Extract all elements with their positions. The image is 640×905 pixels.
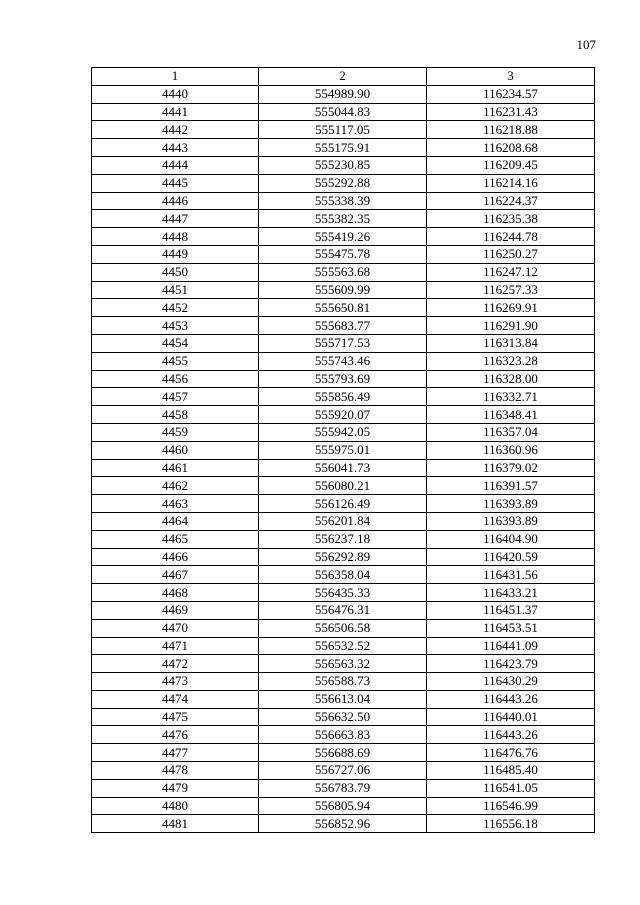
point-number-cell: 4449 bbox=[92, 245, 259, 263]
point-number-cell: 4447 bbox=[92, 210, 259, 228]
x-coordinate-cell: 556663.83 bbox=[259, 726, 427, 744]
x-coordinate-cell: 555292.88 bbox=[259, 174, 427, 192]
table-row bbox=[92, 459, 595, 477]
point-number-cell: 4448 bbox=[92, 228, 259, 246]
point-number-cell: 4463 bbox=[92, 495, 259, 513]
table-row bbox=[92, 673, 595, 691]
point-number-cell: 4475 bbox=[92, 708, 259, 726]
table-row bbox=[92, 103, 595, 121]
x-coordinate-cell: 555117.05 bbox=[259, 121, 427, 139]
y-coordinate-cell: 116431.56 bbox=[427, 566, 595, 584]
point-number-cell: 4458 bbox=[92, 406, 259, 424]
y-coordinate-cell: 116393.89 bbox=[427, 495, 595, 513]
table-row bbox=[92, 708, 595, 726]
x-coordinate-cell: 555650.81 bbox=[259, 299, 427, 317]
x-coordinate-cell: 555920.07 bbox=[259, 406, 427, 424]
y-coordinate-cell: 116234.57 bbox=[427, 85, 595, 103]
table-row bbox=[92, 210, 595, 228]
point-number-cell: 4444 bbox=[92, 156, 259, 174]
x-coordinate-cell: 556358.04 bbox=[259, 566, 427, 584]
x-coordinate-cell: 556041.73 bbox=[259, 459, 427, 477]
point-number-cell: 4464 bbox=[92, 512, 259, 530]
table-row bbox=[92, 423, 595, 441]
y-coordinate-cell: 116250.27 bbox=[427, 245, 595, 263]
page-number: 107 bbox=[576, 37, 596, 52]
y-coordinate-cell: 116443.26 bbox=[427, 690, 595, 708]
table-row bbox=[92, 815, 595, 833]
table-row bbox=[92, 121, 595, 139]
table-row bbox=[92, 601, 595, 619]
point-number-cell: 4452 bbox=[92, 299, 259, 317]
y-coordinate-cell: 116231.43 bbox=[427, 103, 595, 121]
point-number-cell: 4467 bbox=[92, 566, 259, 584]
x-coordinate-cell: 556532.52 bbox=[259, 637, 427, 655]
x-coordinate-cell: 555856.49 bbox=[259, 388, 427, 406]
y-coordinate-cell: 116208.68 bbox=[427, 139, 595, 157]
x-coordinate-cell: 556435.33 bbox=[259, 584, 427, 602]
x-coordinate-cell: 556237.18 bbox=[259, 530, 427, 548]
x-coordinate-cell: 555683.77 bbox=[259, 317, 427, 335]
table-row bbox=[92, 406, 595, 424]
point-number-cell: 4451 bbox=[92, 281, 259, 299]
column-header: 1 bbox=[92, 68, 259, 86]
point-number-cell: 4469 bbox=[92, 601, 259, 619]
table-row bbox=[92, 299, 595, 317]
x-coordinate-cell: 556563.32 bbox=[259, 655, 427, 673]
y-coordinate-cell: 116313.84 bbox=[427, 334, 595, 352]
x-coordinate-cell: 556727.06 bbox=[259, 762, 427, 780]
point-number-cell: 4441 bbox=[92, 103, 259, 121]
x-coordinate-cell: 556126.49 bbox=[259, 495, 427, 513]
point-number-cell: 4470 bbox=[92, 619, 259, 637]
table-row bbox=[92, 317, 595, 335]
point-number-cell: 4471 bbox=[92, 637, 259, 655]
y-coordinate-cell: 116244.78 bbox=[427, 228, 595, 246]
y-coordinate-cell: 116404.90 bbox=[427, 530, 595, 548]
point-number-cell: 4453 bbox=[92, 317, 259, 335]
x-coordinate-cell: 555175.91 bbox=[259, 139, 427, 157]
y-coordinate-cell: 116391.57 bbox=[427, 477, 595, 495]
y-coordinate-cell: 116235.38 bbox=[427, 210, 595, 228]
x-coordinate-cell: 556588.73 bbox=[259, 673, 427, 691]
point-number-cell: 4456 bbox=[92, 370, 259, 388]
y-coordinate-cell: 116443.26 bbox=[427, 726, 595, 744]
table-row bbox=[92, 797, 595, 815]
x-coordinate-cell: 556805.94 bbox=[259, 797, 427, 815]
y-coordinate-cell: 116209.45 bbox=[427, 156, 595, 174]
point-number-cell: 4477 bbox=[92, 744, 259, 762]
y-coordinate-cell: 116218.88 bbox=[427, 121, 595, 139]
table-row bbox=[92, 245, 595, 263]
y-coordinate-cell: 116360.96 bbox=[427, 441, 595, 459]
table-row bbox=[92, 352, 595, 370]
x-coordinate-cell: 555044.83 bbox=[259, 103, 427, 121]
point-number-cell: 4455 bbox=[92, 352, 259, 370]
x-coordinate-cell: 556688.69 bbox=[259, 744, 427, 762]
x-coordinate-cell: 556506.58 bbox=[259, 619, 427, 637]
x-coordinate-cell: 555230.85 bbox=[259, 156, 427, 174]
table-row bbox=[92, 370, 595, 388]
x-coordinate-cell: 555382.35 bbox=[259, 210, 427, 228]
table-row bbox=[92, 139, 595, 157]
table-row bbox=[92, 726, 595, 744]
x-coordinate-cell: 556613.04 bbox=[259, 690, 427, 708]
table-row bbox=[92, 192, 595, 210]
x-coordinate-cell: 556080.21 bbox=[259, 477, 427, 495]
y-coordinate-cell: 116291.90 bbox=[427, 317, 595, 335]
point-number-cell: 4466 bbox=[92, 548, 259, 566]
table-row bbox=[92, 762, 595, 780]
column-header: 2 bbox=[259, 68, 427, 86]
point-number-cell: 4443 bbox=[92, 139, 259, 157]
y-coordinate-cell: 116441.09 bbox=[427, 637, 595, 655]
x-coordinate-cell: 556783.79 bbox=[259, 779, 427, 797]
table-row bbox=[92, 584, 595, 602]
table-row bbox=[92, 779, 595, 797]
point-number-cell: 4450 bbox=[92, 263, 259, 281]
point-number-cell: 4462 bbox=[92, 477, 259, 495]
x-coordinate-cell: 556852.96 bbox=[259, 815, 427, 833]
y-coordinate-cell: 116224.37 bbox=[427, 192, 595, 210]
point-number-cell: 4472 bbox=[92, 655, 259, 673]
point-number-cell: 4478 bbox=[92, 762, 259, 780]
y-coordinate-cell: 116379.02 bbox=[427, 459, 595, 477]
point-number-cell: 4473 bbox=[92, 673, 259, 691]
y-coordinate-cell: 116485.40 bbox=[427, 762, 595, 780]
x-coordinate-cell: 556476.31 bbox=[259, 601, 427, 619]
y-coordinate-cell: 116453.51 bbox=[427, 619, 595, 637]
x-coordinate-cell: 555793.69 bbox=[259, 370, 427, 388]
y-coordinate-cell: 116357.04 bbox=[427, 423, 595, 441]
point-number-cell: 4454 bbox=[92, 334, 259, 352]
y-coordinate-cell: 116214.16 bbox=[427, 174, 595, 192]
coordinates-table bbox=[91, 67, 595, 833]
table-row bbox=[92, 477, 595, 495]
table-row bbox=[92, 174, 595, 192]
point-number-cell: 4474 bbox=[92, 690, 259, 708]
column-header: 3 bbox=[427, 68, 595, 86]
table-row bbox=[92, 156, 595, 174]
point-number-cell: 4457 bbox=[92, 388, 259, 406]
x-coordinate-cell: 555975.01 bbox=[259, 441, 427, 459]
table-row bbox=[92, 228, 595, 246]
point-number-cell: 4480 bbox=[92, 797, 259, 815]
table-row bbox=[92, 637, 595, 655]
point-number-cell: 4440 bbox=[92, 85, 259, 103]
y-coordinate-cell: 116269.91 bbox=[427, 299, 595, 317]
y-coordinate-cell: 116323.28 bbox=[427, 352, 595, 370]
y-coordinate-cell: 116451.37 bbox=[427, 601, 595, 619]
point-number-cell: 4465 bbox=[92, 530, 259, 548]
y-coordinate-cell: 116328.00 bbox=[427, 370, 595, 388]
y-coordinate-cell: 116423.79 bbox=[427, 655, 595, 673]
point-number-cell: 4446 bbox=[92, 192, 259, 210]
point-number-cell: 4445 bbox=[92, 174, 259, 192]
x-coordinate-cell: 556292.89 bbox=[259, 548, 427, 566]
x-coordinate-cell: 555717.53 bbox=[259, 334, 427, 352]
point-number-cell: 4442 bbox=[92, 121, 259, 139]
y-coordinate-cell: 116433.21 bbox=[427, 584, 595, 602]
table-row bbox=[92, 388, 595, 406]
y-coordinate-cell: 116476.76 bbox=[427, 744, 595, 762]
y-coordinate-cell: 116393.89 bbox=[427, 512, 595, 530]
y-coordinate-cell: 116541.05 bbox=[427, 779, 595, 797]
table-row bbox=[92, 655, 595, 673]
table-row bbox=[92, 281, 595, 299]
y-coordinate-cell: 116430.29 bbox=[427, 673, 595, 691]
table-row bbox=[92, 85, 595, 103]
table-row bbox=[92, 548, 595, 566]
y-coordinate-cell: 116440.01 bbox=[427, 708, 595, 726]
point-number-cell: 4481 bbox=[92, 815, 259, 833]
x-coordinate-cell: 555338.39 bbox=[259, 192, 427, 210]
table-row bbox=[92, 334, 595, 352]
table-row bbox=[92, 744, 595, 762]
point-number-cell: 4460 bbox=[92, 441, 259, 459]
x-coordinate-cell: 555563.68 bbox=[259, 263, 427, 281]
x-coordinate-cell: 555609.99 bbox=[259, 281, 427, 299]
y-coordinate-cell: 116420.59 bbox=[427, 548, 595, 566]
x-coordinate-cell: 556201.84 bbox=[259, 512, 427, 530]
table-row bbox=[92, 441, 595, 459]
y-coordinate-cell: 116546.99 bbox=[427, 797, 595, 815]
x-coordinate-cell: 555942.05 bbox=[259, 423, 427, 441]
table-header-row bbox=[92, 68, 595, 86]
y-coordinate-cell: 116247.12 bbox=[427, 263, 595, 281]
y-coordinate-cell: 116556.18 bbox=[427, 815, 595, 833]
table-row bbox=[92, 530, 595, 548]
table-body bbox=[92, 85, 595, 832]
point-number-cell: 4468 bbox=[92, 584, 259, 602]
x-coordinate-cell: 554989.90 bbox=[259, 85, 427, 103]
table-row bbox=[92, 619, 595, 637]
y-coordinate-cell: 116332.71 bbox=[427, 388, 595, 406]
table-row bbox=[92, 566, 595, 584]
table-row bbox=[92, 495, 595, 513]
table-row bbox=[92, 263, 595, 281]
point-number-cell: 4479 bbox=[92, 779, 259, 797]
y-coordinate-cell: 116257.33 bbox=[427, 281, 595, 299]
point-number-cell: 4459 bbox=[92, 423, 259, 441]
x-coordinate-cell: 555743.46 bbox=[259, 352, 427, 370]
table-row bbox=[92, 512, 595, 530]
point-number-cell: 4476 bbox=[92, 726, 259, 744]
x-coordinate-cell: 555419.26 bbox=[259, 228, 427, 246]
y-coordinate-cell: 116348.41 bbox=[427, 406, 595, 424]
x-coordinate-cell: 555475.78 bbox=[259, 245, 427, 263]
table-row bbox=[92, 690, 595, 708]
x-coordinate-cell: 556632.50 bbox=[259, 708, 427, 726]
point-number-cell: 4461 bbox=[92, 459, 259, 477]
